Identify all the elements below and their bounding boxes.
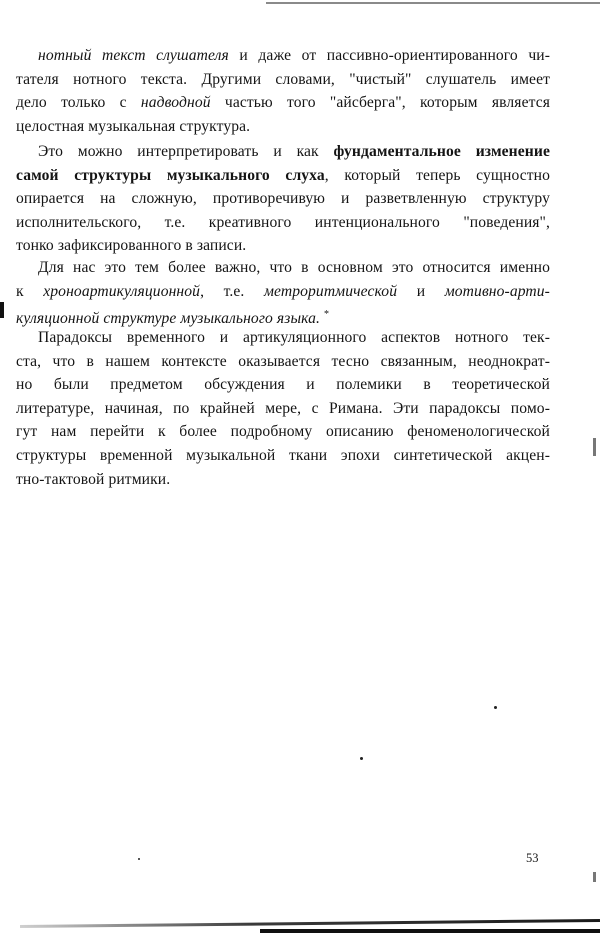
- footnote-marker: *: [324, 309, 330, 321]
- text-run: частью того "айсберга", которым является: [210, 94, 551, 112]
- paragraph-3: [16, 256, 550, 331]
- text-line: [16, 444, 550, 468]
- scan-edge-right: [593, 872, 596, 882]
- text-line: [16, 280, 550, 304]
- page-number: 53: [526, 851, 539, 865]
- text-run: гут нам перейти к более подробному описанию феноменологической: [16, 423, 550, 441]
- text-run: тателя нотного текста. Другими словами, "чистый" слушатель имеет: [16, 70, 550, 88]
- text-line: [16, 91, 550, 115]
- scan-edge-bottom-dark: [260, 929, 600, 933]
- text-run: тонко зафиксированного в записи.: [16, 237, 247, 255]
- text-line: [16, 68, 550, 92]
- text-run: , т.е.: [200, 282, 264, 300]
- scan-edge-bottom: [20, 919, 600, 928]
- text-line: [16, 187, 550, 211]
- text-run: но были предметом обсуждения и полемики в теоретической: [16, 376, 550, 394]
- text-run: Парадоксы временного и артикуляционного аспектов нотного тек-: [38, 329, 550, 346]
- text-run: и: [397, 282, 445, 300]
- italic-run: мотивно-арти-: [444, 282, 550, 300]
- scan-speck: [360, 757, 363, 760]
- margin-mark: [0, 302, 4, 318]
- text-line: [16, 420, 550, 444]
- text-run: литературе, начиная, по крайней мере, с Римана. Эти парадоксы помо-: [16, 399, 550, 417]
- text-line: [16, 115, 550, 139]
- bold-run: фундаментальное изменение: [333, 143, 550, 160]
- text-run: Это можно интерпретировать и как: [38, 143, 334, 160]
- text-line: [16, 350, 550, 374]
- italic-run: нотный текст слушателя: [38, 47, 229, 64]
- bold-run: самой структуры музыкального слуха: [16, 166, 325, 184]
- text-line: [16, 373, 550, 397]
- text-line: [16, 234, 550, 258]
- text-run: к: [16, 282, 44, 300]
- italic-run: хроноартикуляционной: [43, 282, 201, 300]
- text-run: структуры временной музыкальной ткани эпохи синтетической акцен-: [16, 446, 550, 464]
- text-run: и даже от пассивно-ориентированного чи-: [228, 47, 551, 64]
- text-run: целостная музыкальная структура.: [16, 117, 251, 135]
- paragraph-4: [16, 326, 550, 491]
- paragraph-1: [16, 44, 550, 138]
- text-run: дело только с: [16, 94, 141, 112]
- text-run: исполнительского, т.е. креативного интенционального "поведения",: [16, 213, 550, 231]
- text-run: ста, что в нашем контексте оказывается тесно связанным, неоднократ-: [16, 352, 550, 370]
- text-line: [16, 164, 550, 188]
- text-line: [16, 211, 550, 235]
- scan-edge-right: [593, 438, 596, 456]
- scan-speck: [494, 706, 497, 709]
- scan-speck: [138, 858, 140, 860]
- text-line: [16, 397, 550, 421]
- italic-run: куляционной структуре музыкального языка.: [16, 310, 321, 328]
- text-run: Для нас это тем более важно, что в основном это относится именно: [38, 259, 550, 276]
- text-line: [16, 44, 550, 68]
- text-run: опирается на сложную, противоречивую и разветвленную структуру: [16, 190, 550, 208]
- italic-run: надводной: [140, 94, 211, 112]
- text-run: тно-тактовой ритмики.: [16, 470, 171, 488]
- text-line: [16, 468, 550, 492]
- italic-run: метроритмической: [264, 282, 398, 300]
- text-run: , который теперь сущностно: [324, 166, 551, 184]
- text-line: [16, 140, 550, 164]
- text-line: [16, 256, 550, 280]
- paragraph-2: [16, 140, 550, 258]
- text-line: [16, 326, 550, 350]
- scan-edge-top: [266, 2, 600, 4]
